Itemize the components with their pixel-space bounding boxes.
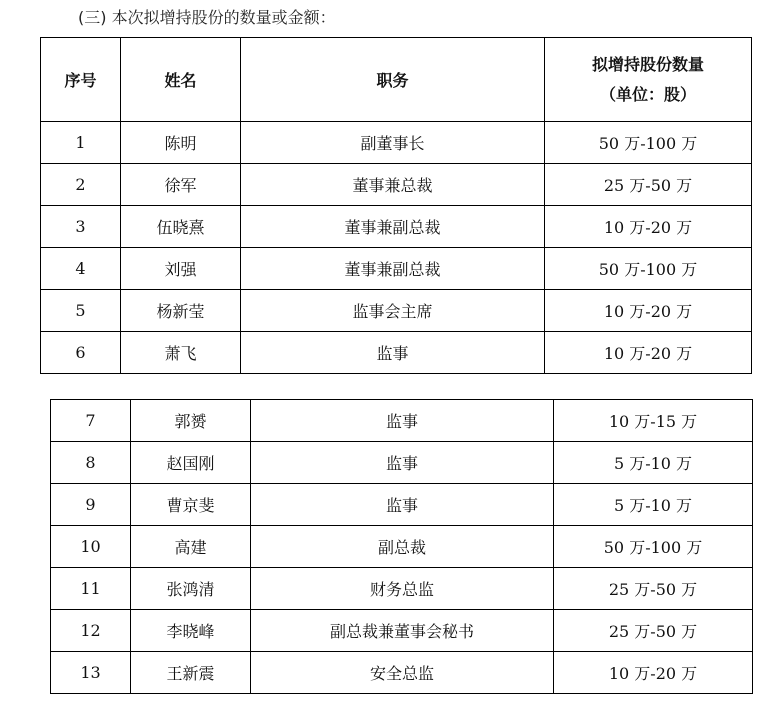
cell-position: 副董事长 bbox=[241, 122, 545, 164]
cell-qty: 10 万-20 万 bbox=[545, 332, 752, 374]
cell-no: 1 bbox=[41, 122, 121, 164]
section-heading: (三) 本次拟增持股份的数量或金额： bbox=[78, 8, 336, 27]
cell-no: 10 bbox=[51, 526, 131, 568]
header-position: 职务 bbox=[241, 38, 545, 122]
cell-no: 5 bbox=[41, 290, 121, 332]
cell-qty: 10 万-20 万 bbox=[545, 290, 752, 332]
cell-qty: 50 万-100 万 bbox=[545, 122, 752, 164]
cell-position: 监事 bbox=[241, 332, 545, 374]
cell-name: 郭赟 bbox=[131, 400, 251, 442]
cell-name: 赵国刚 bbox=[131, 442, 251, 484]
cell-qty: 5 万-10 万 bbox=[554, 484, 753, 526]
header-name: 姓名 bbox=[121, 38, 241, 122]
cell-qty: 5 万-10 万 bbox=[554, 442, 753, 484]
cell-name: 陈明 bbox=[121, 122, 241, 164]
table-row bbox=[41, 332, 752, 374]
holdings-table-part-1 bbox=[40, 37, 752, 374]
cell-name: 杨新莹 bbox=[121, 290, 241, 332]
cell-position: 董事兼总裁 bbox=[241, 164, 545, 206]
cell-qty: 10 万-15 万 bbox=[554, 400, 753, 442]
cell-no: 8 bbox=[51, 442, 131, 484]
cell-position: 董事兼副总裁 bbox=[241, 248, 545, 290]
cell-position: 监事 bbox=[251, 484, 554, 526]
cell-no: 11 bbox=[51, 568, 131, 610]
table-row bbox=[51, 442, 753, 484]
cell-name: 萧飞 bbox=[121, 332, 241, 374]
cell-qty: 50 万-100 万 bbox=[554, 526, 753, 568]
cell-no: 13 bbox=[51, 652, 131, 694]
cell-position: 监事 bbox=[251, 442, 554, 484]
cell-qty: 25 万-50 万 bbox=[554, 568, 753, 610]
cell-position: 副总裁 bbox=[251, 526, 554, 568]
cell-name: 张鸿清 bbox=[131, 568, 251, 610]
table-row bbox=[51, 400, 753, 442]
table-row bbox=[41, 290, 752, 332]
cell-no: 12 bbox=[51, 610, 131, 652]
cell-qty: 25 万-50 万 bbox=[554, 610, 753, 652]
cell-position: 安全总监 bbox=[251, 652, 554, 694]
cell-qty: 10 万-20 万 bbox=[545, 206, 752, 248]
cell-no: 9 bbox=[51, 484, 131, 526]
cell-position: 副总裁兼董事会秘书 bbox=[251, 610, 554, 652]
table-row bbox=[51, 484, 753, 526]
cell-name: 徐军 bbox=[121, 164, 241, 206]
cell-name: 李晓峰 bbox=[131, 610, 251, 652]
cell-name: 王新震 bbox=[131, 652, 251, 694]
cell-no: 2 bbox=[41, 164, 121, 206]
header-quantity-line1: 拟增持股份数量 bbox=[591, 54, 704, 74]
cell-name: 刘强 bbox=[121, 248, 241, 290]
cell-no: 3 bbox=[41, 206, 121, 248]
table-row bbox=[51, 610, 753, 652]
cell-qty: 25 万-50 万 bbox=[545, 164, 752, 206]
cell-position: 监事 bbox=[251, 400, 554, 442]
table-row bbox=[41, 206, 752, 248]
table-row bbox=[51, 652, 753, 694]
table-row bbox=[51, 526, 753, 568]
cell-name: 高建 bbox=[131, 526, 251, 568]
cell-position: 财务总监 bbox=[251, 568, 554, 610]
header-no: 序号 bbox=[41, 38, 121, 122]
table-row bbox=[41, 248, 752, 290]
header-quantity bbox=[545, 38, 752, 122]
holdings-table-part-2 bbox=[50, 399, 753, 694]
table-row bbox=[51, 568, 753, 610]
cell-name: 曹京斐 bbox=[131, 484, 251, 526]
cell-name: 伍晓熹 bbox=[121, 206, 241, 248]
cell-no: 6 bbox=[41, 332, 121, 374]
table-header-row bbox=[41, 38, 752, 122]
table-row bbox=[41, 122, 752, 164]
header-quantity-line2: （单位：股） bbox=[599, 84, 696, 104]
cell-no: 4 bbox=[41, 248, 121, 290]
cell-no: 7 bbox=[51, 400, 131, 442]
cell-qty: 10 万-20 万 bbox=[554, 652, 753, 694]
cell-position: 董事兼副总裁 bbox=[241, 206, 545, 248]
cell-qty: 50 万-100 万 bbox=[545, 248, 752, 290]
table-row bbox=[41, 164, 752, 206]
cell-position: 监事会主席 bbox=[241, 290, 545, 332]
